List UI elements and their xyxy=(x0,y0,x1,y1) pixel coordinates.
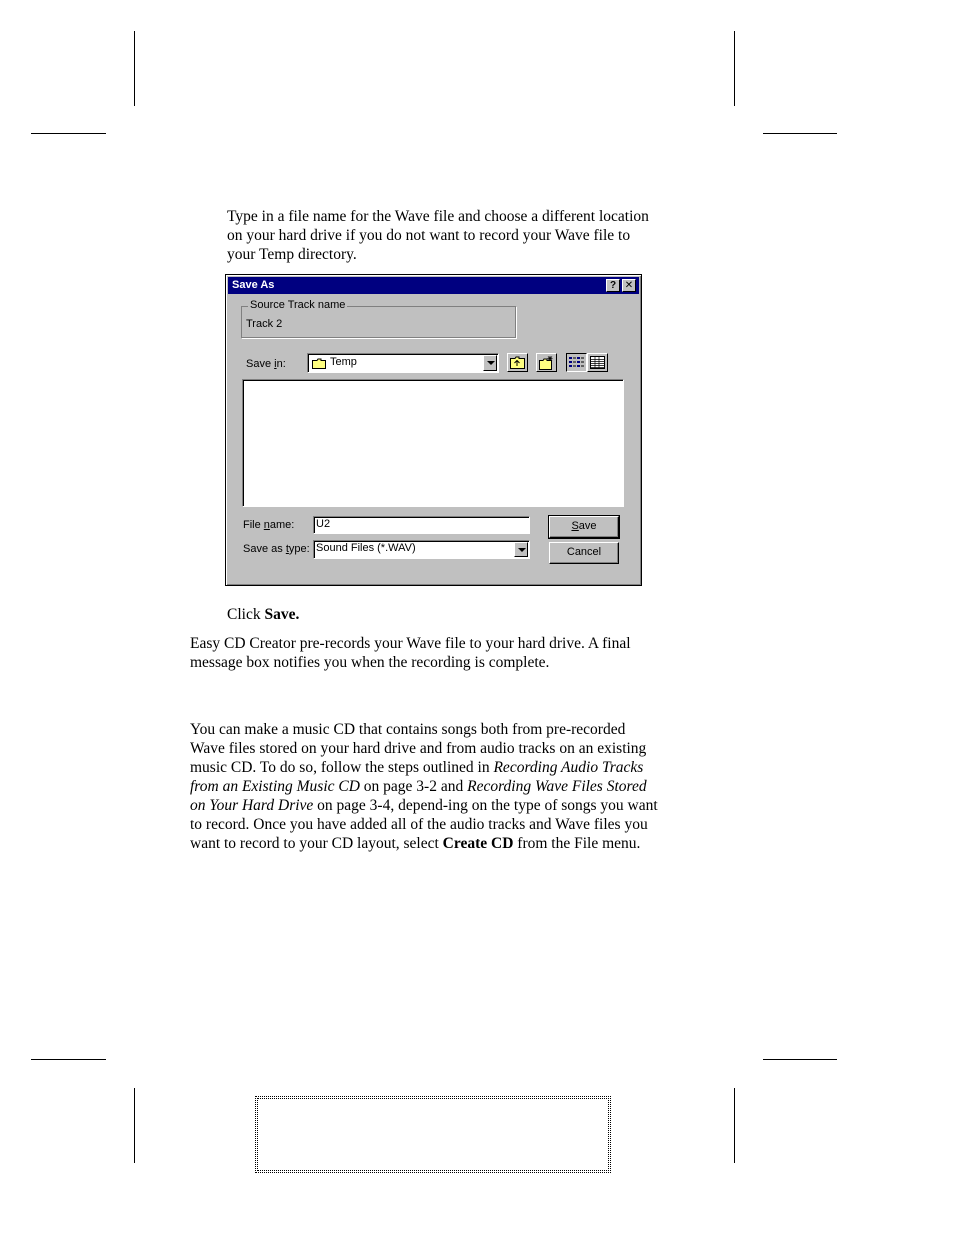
crop-mark xyxy=(763,1059,837,1060)
list-view-icon xyxy=(569,356,584,369)
save-button[interactable]: Save xyxy=(549,516,619,538)
crop-mark xyxy=(134,1088,135,1163)
crop-mark xyxy=(734,31,735,106)
help-icon: ? xyxy=(609,280,617,291)
crop-mark xyxy=(134,31,135,106)
save-in-label: Save in: xyxy=(246,358,286,370)
close-icon: ✕ xyxy=(624,280,634,291)
folder-icon xyxy=(312,358,326,369)
up-one-level-button[interactable] xyxy=(507,353,528,372)
chevron-down-icon[interactable] xyxy=(483,355,497,371)
save-as-type-value: Sound Files (*.WAV) xyxy=(316,542,416,554)
up-one-level-icon xyxy=(510,356,525,369)
chevron-down-icon[interactable] xyxy=(514,542,528,557)
details-view-button[interactable] xyxy=(587,353,608,372)
details-view-icon xyxy=(590,356,605,369)
result-paragraph: Easy CD Creator pre-records your Wave file to your hard drive. A final message box notifies you when the recording is complete. xyxy=(190,635,631,671)
create-new-folder-icon xyxy=(539,356,554,370)
source-track-label: Source Track name xyxy=(250,299,346,311)
save-as-dialog xyxy=(225,274,642,586)
file-name-input[interactable] xyxy=(313,516,530,534)
file-name-label: File name: xyxy=(243,519,295,531)
save-in-value: Temp xyxy=(330,356,357,368)
crop-mark xyxy=(31,1059,106,1060)
intro-paragraph: Type in a file name for the Wave file and choose a different location on your hard drive if you do not want to record your Wave file to your Temp directory. xyxy=(227,208,649,263)
dialog-title: Save As xyxy=(232,279,275,291)
crop-mark xyxy=(31,133,106,134)
footer-box xyxy=(255,1096,611,1173)
save-as-type-dropdown[interactable] xyxy=(313,540,530,559)
click-instruction: Click Save. xyxy=(227,606,300,623)
list-view-button[interactable] xyxy=(566,353,587,372)
help-button[interactable] xyxy=(606,279,620,292)
crop-mark xyxy=(734,1088,735,1163)
close-button[interactable] xyxy=(622,279,636,292)
source-track-value: Track 2 xyxy=(246,318,283,330)
file-list-pane[interactable] xyxy=(242,379,624,507)
source-track-group xyxy=(241,299,516,338)
create-new-folder-button[interactable] xyxy=(536,353,557,372)
mixed-cd-paragraph: You can make a music CD that contains songs both from pre-recorded Wave files stored on your hard drive and from audio tracks on an existing music CD. To do so, follow the steps outlined in Recording Audio Tracks from an Existing Music CD on page 3-2 and Recording Wave Files Stored on Your Hard Drive on page 3-4, depend-ing on the type of songs you want to record. Once you have added all of the audio tracks and Wave files you want to record to your CD layout, select Create CD from the File menu. xyxy=(190,721,658,852)
cancel-button[interactable]: Cancel xyxy=(549,542,619,564)
save-in-dropdown[interactable] xyxy=(307,353,499,373)
crop-mark xyxy=(763,133,837,134)
save-as-type-label: Save as type: xyxy=(243,543,310,555)
file-name-value: U2 xyxy=(316,518,331,530)
dialog-titlebar[interactable] xyxy=(228,277,639,294)
